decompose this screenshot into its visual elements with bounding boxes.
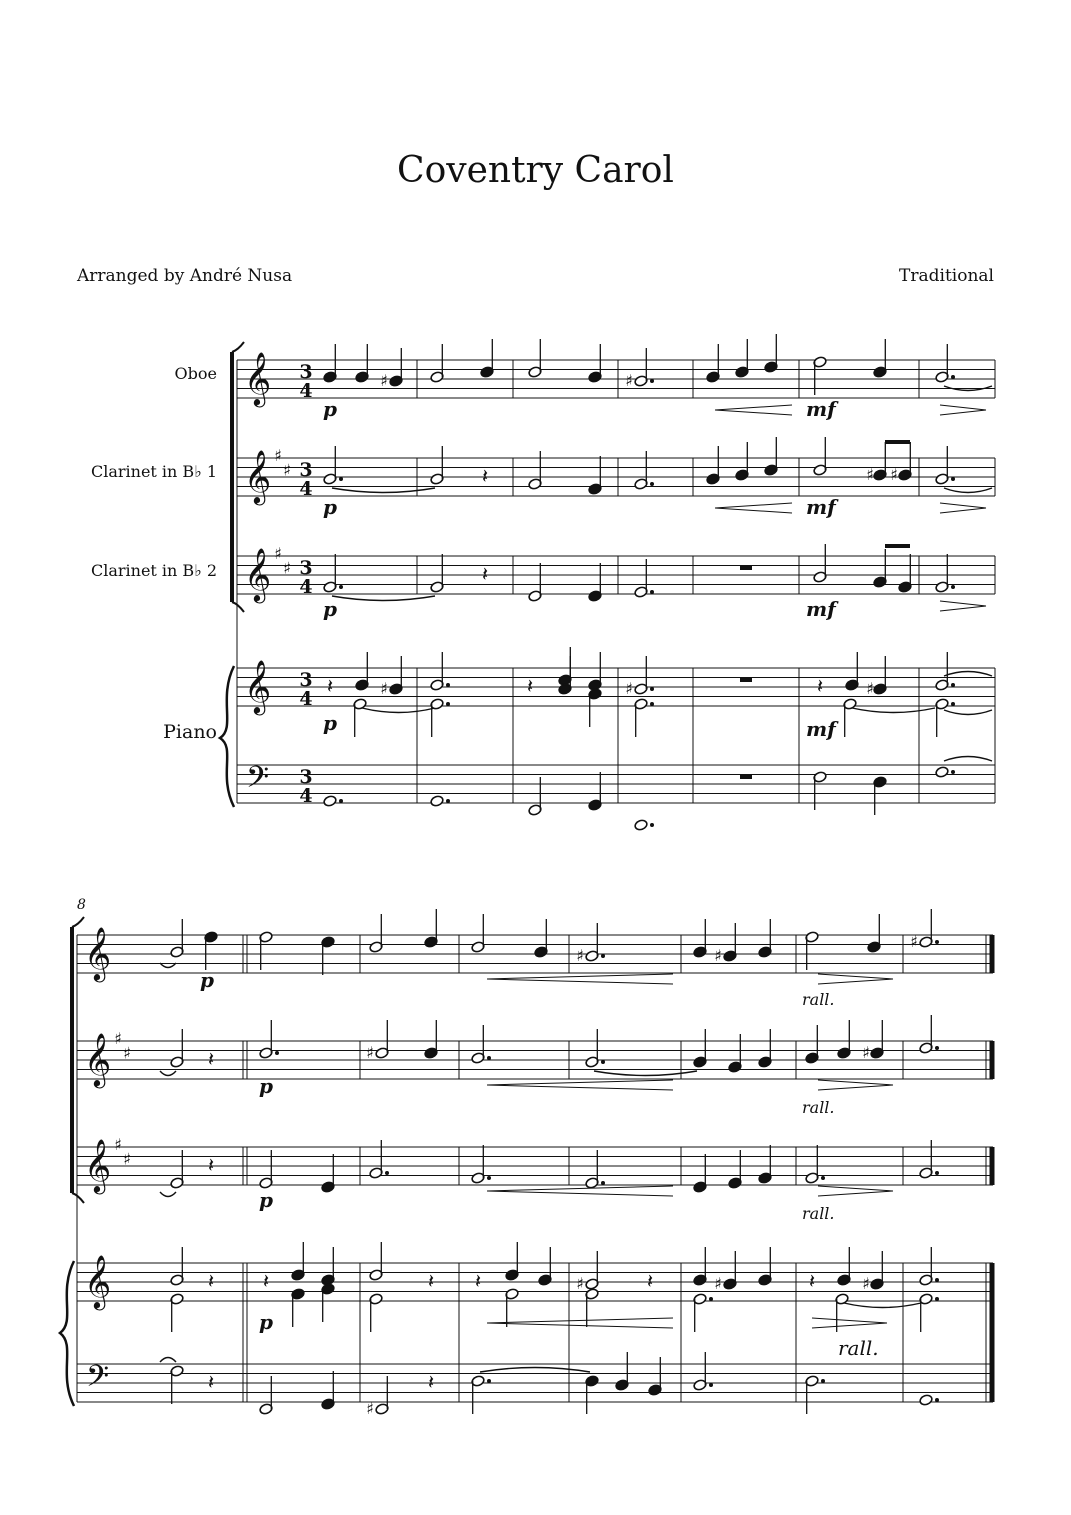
tie <box>594 1071 697 1076</box>
augmentation-dot <box>487 1056 491 1060</box>
decrescendo-hairpin <box>940 601 986 611</box>
crescendo-hairpin <box>487 1318 673 1328</box>
note <box>935 766 949 778</box>
treble-clef-icon: 𝄞 <box>84 1254 112 1308</box>
augmentation-dot <box>821 1379 825 1383</box>
augmentation-dot <box>446 702 450 706</box>
staff-line-group <box>237 360 995 398</box>
quarter-rest: 𝄽 <box>207 1047 215 1071</box>
sharp-sign: ♯ <box>862 1043 870 1062</box>
decrescendo-hairpin <box>818 974 893 984</box>
sharp-sign: ♯ <box>366 1043 374 1062</box>
dynamic-piano: p <box>323 495 337 519</box>
crescendo-hairpin <box>487 1080 673 1090</box>
augmentation-dot <box>935 1398 939 1402</box>
dynamic-piano: p <box>200 968 214 992</box>
sharp-sign: ♯ <box>283 558 291 578</box>
tie <box>480 1368 590 1373</box>
augmentation-dot <box>650 702 654 706</box>
augmentation-dot <box>650 379 654 383</box>
sharp-sign: ♯ <box>114 1029 122 1048</box>
augmentation-dot <box>935 1278 939 1282</box>
time-signature-numerator: 3 <box>299 557 313 579</box>
augmentation-dot <box>951 585 955 589</box>
augmentation-dot <box>650 482 654 486</box>
augmentation-dot <box>821 1176 825 1180</box>
measure-number: 8 <box>77 897 86 913</box>
quarter-rest: 𝄽 <box>646 1269 654 1293</box>
instrument-label-clarinet-1: Clarinet in B♭ 1 <box>90 462 217 481</box>
augmentation-dot <box>935 1171 939 1175</box>
augmentation-dot <box>709 1297 713 1301</box>
decrescendo-hairpin <box>940 405 986 415</box>
crescendo-hairpin <box>715 503 792 513</box>
augmentation-dot <box>951 375 955 379</box>
rall-marking: rall. <box>838 1336 879 1360</box>
augmentation-dot <box>650 687 654 691</box>
dynamic-piano: p <box>259 1188 273 1212</box>
quarter-rest: 𝄽 <box>207 1269 215 1293</box>
augmentation-dot <box>951 702 955 706</box>
bass-clef-icon: 𝄢 <box>246 761 270 802</box>
sharp-sign: ♯ <box>576 1274 584 1293</box>
rall-marking: rall. <box>802 1204 835 1223</box>
decrescendo-hairpin <box>812 1318 887 1328</box>
treble-clef-icon: 𝄞 <box>84 926 112 980</box>
time-signature-denominator: 4 <box>299 785 313 807</box>
quarter-rest: 𝄽 <box>808 1269 816 1293</box>
tie <box>160 1192 176 1197</box>
augmentation-dot <box>487 1176 491 1180</box>
time-signature-numerator: 3 <box>299 766 313 788</box>
augmentation-dot <box>601 1181 605 1185</box>
decrescendo-hairpin <box>818 1080 893 1090</box>
rall-marking: rall. <box>802 1098 835 1117</box>
sharp-sign: ♯ <box>625 679 633 698</box>
sharp-sign: ♯ <box>714 946 722 965</box>
augmentation-dot <box>709 1383 713 1387</box>
sharp-sign: ♯ <box>123 1149 131 1169</box>
augmentation-dot <box>650 823 654 827</box>
augmentation-dot <box>339 585 343 589</box>
dynamic-mezzo-forte: mf <box>806 495 836 519</box>
quarter-rest: 𝄽 <box>326 674 334 698</box>
tie <box>362 708 435 713</box>
instrument-label-clarinet-2: Clarinet in B♭ 2 <box>90 561 217 580</box>
time-signature-denominator: 4 <box>299 478 313 500</box>
tie <box>944 757 992 762</box>
decrescendo-hairpin <box>940 503 986 513</box>
augmentation-dot <box>339 477 343 481</box>
tie <box>852 708 935 713</box>
sharp-sign: ♯ <box>274 446 282 465</box>
sharp-sign: ♯ <box>862 1274 870 1293</box>
time-signature-denominator: 4 <box>299 576 313 598</box>
sharp-sign: ♯ <box>283 460 291 480</box>
dynamic-mezzo-forte: mf <box>806 597 836 621</box>
sharp-sign: ♯ <box>576 946 584 965</box>
augmentation-dot <box>951 477 955 481</box>
note <box>919 1394 933 1406</box>
dynamic-piano: p <box>323 397 337 421</box>
tie <box>332 488 435 493</box>
dynamic-piano: p <box>259 1310 273 1334</box>
arranger-credit: Arranged by André Nusa <box>77 266 293 286</box>
crescendo-hairpin <box>715 405 792 415</box>
dynamic-piano: p <box>323 711 337 735</box>
quarter-rest: 𝄽 <box>427 1370 435 1394</box>
sharp-sign: ♯ <box>123 1043 131 1063</box>
augmentation-dot <box>951 770 955 774</box>
augmentation-dot <box>446 799 450 803</box>
piano-brace <box>220 666 234 807</box>
quarter-rest: 𝄽 <box>474 1269 482 1293</box>
augmentation-dot <box>935 1046 939 1050</box>
augmentation-dot <box>951 683 955 687</box>
tie <box>944 488 992 493</box>
augmentation-dot <box>601 1060 605 1064</box>
staff-line-group <box>237 556 995 594</box>
time-signature-numerator: 3 <box>299 459 313 481</box>
augmentation-dot <box>935 1297 939 1301</box>
bass-clef-icon: 𝄢 <box>86 1360 110 1401</box>
time-signature-numerator: 3 <box>299 361 313 383</box>
dynamic-piano: p <box>259 1074 273 1098</box>
dynamic-mezzo-forte: mf <box>806 717 836 741</box>
treble-clef-icon: 𝄞 <box>244 351 272 405</box>
treble-clef-icon: 𝄞 <box>244 659 272 713</box>
sharp-sign: ♯ <box>714 1274 722 1293</box>
time-signature-denominator: 4 <box>299 688 313 710</box>
augmentation-dot <box>935 940 939 944</box>
note <box>634 819 648 831</box>
decrescendo-hairpin <box>818 1186 893 1196</box>
dynamic-mezzo-forte: mf <box>806 397 836 421</box>
time-signature-denominator: 4 <box>299 380 313 402</box>
tie <box>844 1303 921 1308</box>
treble-clef-icon: 𝄞 <box>84 1032 112 1086</box>
note <box>430 795 444 807</box>
quarter-rest: 𝄽 <box>481 562 489 586</box>
augmentation-dot <box>339 799 343 803</box>
rall-marking: rall. <box>802 990 835 1009</box>
quarter-rest: 𝄽 <box>481 464 489 488</box>
sharp-sign: ♯ <box>366 1399 374 1418</box>
sharp-sign: ♯ <box>866 465 874 484</box>
sharp-sign: ♯ <box>380 371 388 390</box>
treble-clef-icon: 𝄞 <box>244 547 272 601</box>
staff-line-group <box>77 1263 993 1301</box>
crescendo-hairpin <box>487 1186 673 1196</box>
instrument-label-oboe: Oboe <box>174 364 217 383</box>
quarter-rest: 𝄽 <box>526 674 534 698</box>
sharp-sign: ♯ <box>114 1135 122 1154</box>
sharp-sign: ♯ <box>910 932 918 951</box>
piano-brace <box>60 1261 74 1406</box>
whole-rest <box>740 566 752 571</box>
sharp-sign: ♯ <box>380 679 388 698</box>
treble-clef-icon: 𝄞 <box>244 449 272 503</box>
augmentation-dot <box>601 954 605 958</box>
sharp-sign: ♯ <box>625 371 633 390</box>
augmentation-dot <box>275 1051 279 1055</box>
staff-line-group <box>77 1041 993 1079</box>
whole-rest <box>740 678 752 683</box>
staff-line-group <box>77 1147 993 1185</box>
augmentation-dot <box>385 1171 389 1175</box>
augmentation-dot <box>650 590 654 594</box>
tie <box>944 672 992 677</box>
sharp-sign: ♯ <box>274 544 282 563</box>
quarter-rest: 𝄽 <box>427 1269 435 1293</box>
crescendo-hairpin <box>487 974 673 984</box>
note <box>323 795 337 807</box>
tie <box>160 1358 176 1363</box>
sharp-sign: ♯ <box>866 679 874 698</box>
sharp-sign: ♯ <box>890 465 898 484</box>
quarter-rest: 𝄽 <box>262 1269 270 1293</box>
staff-line-group <box>77 1364 993 1402</box>
augmentation-dot <box>446 683 450 687</box>
score-title: Coventry Carol <box>397 150 674 191</box>
tie <box>332 596 435 601</box>
quarter-rest: 𝄽 <box>816 674 824 698</box>
tie <box>160 1071 176 1076</box>
tie <box>944 710 992 715</box>
quarter-rest: 𝄽 <box>207 1370 215 1394</box>
dynamic-piano: p <box>323 597 337 621</box>
quarter-rest: 𝄽 <box>207 1153 215 1177</box>
time-signature-numerator: 3 <box>299 669 313 691</box>
treble-clef-icon: 𝄞 <box>84 1138 112 1192</box>
instrument-label-piano: Piano <box>163 721 217 743</box>
whole-rest <box>740 775 752 780</box>
composer-credit: Traditional <box>899 266 994 286</box>
augmentation-dot <box>487 1379 491 1383</box>
